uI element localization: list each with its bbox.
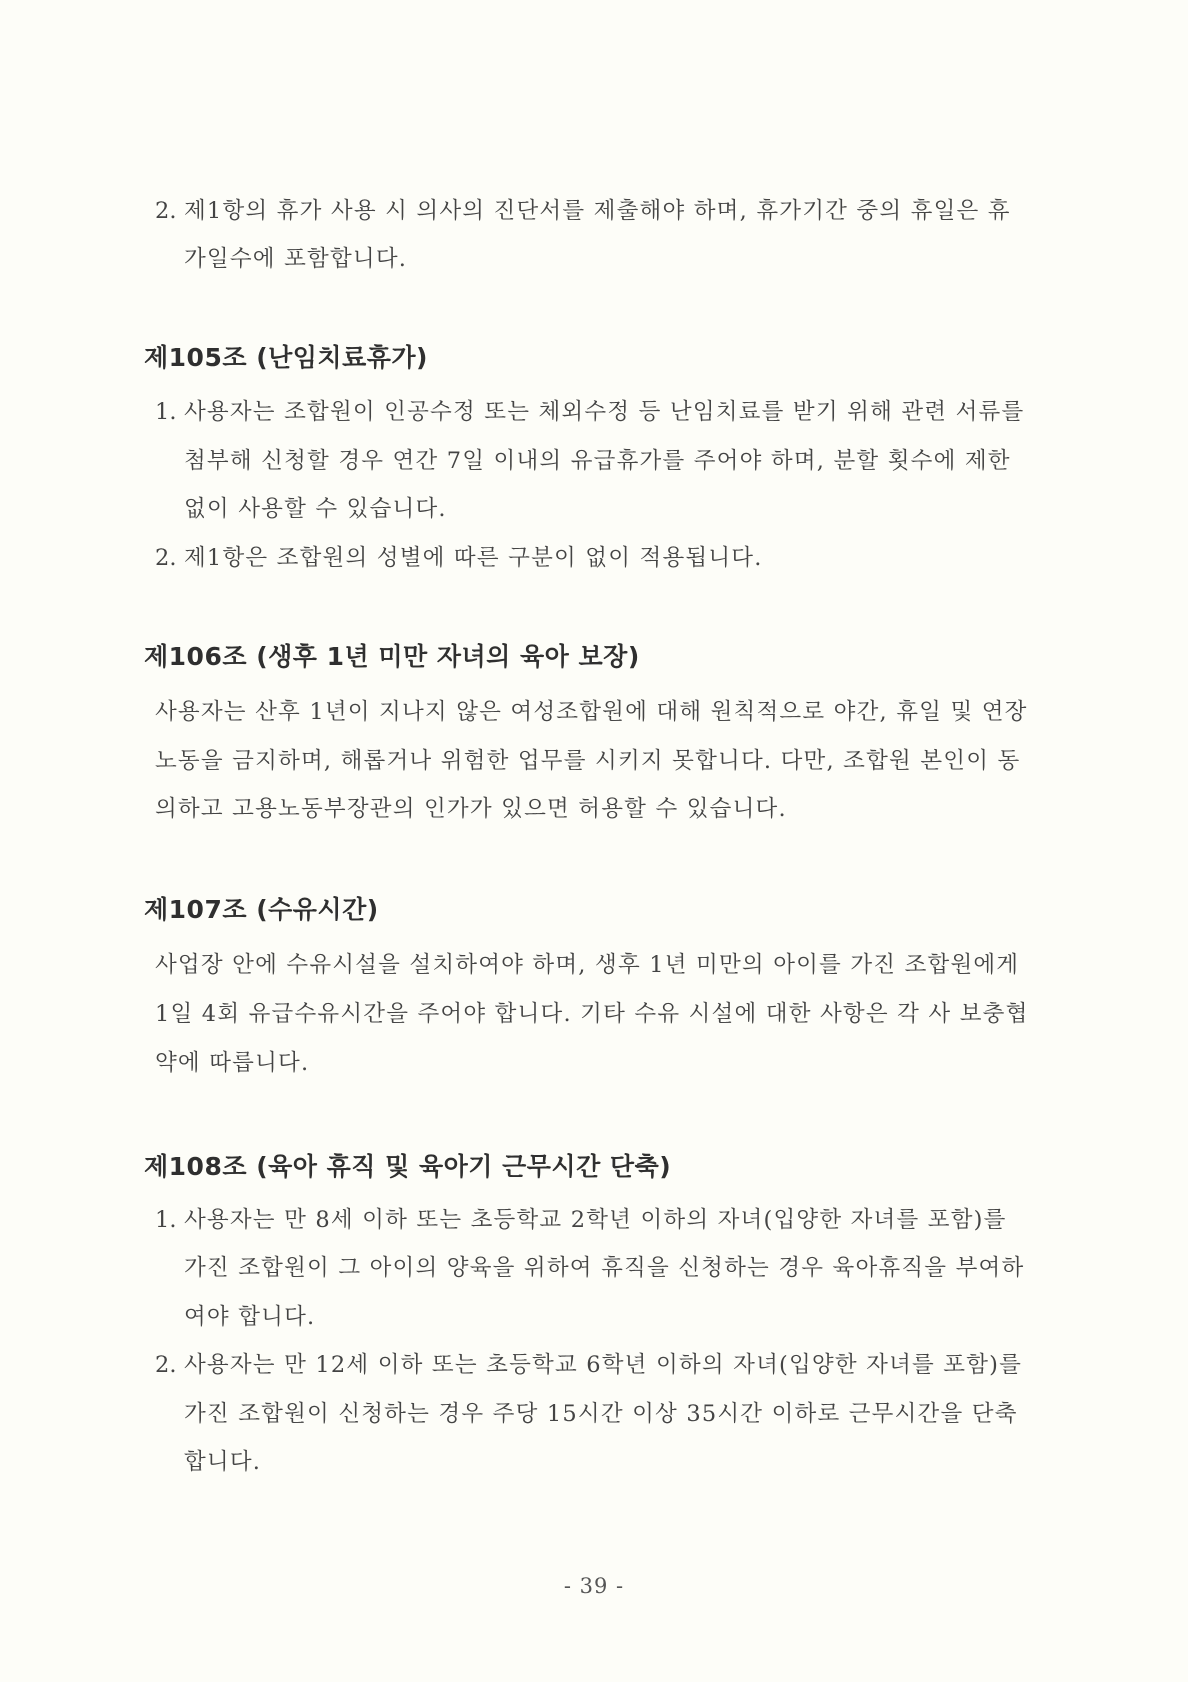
list-item-line: 첨부해 신청할 경우 연간 7일 이내의 유급휴가를 주어야 하며, 분할 횟수에 제한	[184, 448, 1011, 474]
list-item-line: 제1항의 휴가 사용 시 의사의 진단서를 제출해야 하며, 휴가기간 중의 휴일은 휴	[184, 198, 1011, 224]
list-number: 1.	[155, 399, 177, 425]
list-number: 2.	[155, 545, 177, 571]
list-item-line: 가진 조합원이 신청하는 경우 주당 15시간 이상 35시간 이하로 근무시간을 단축	[184, 1401, 1018, 1427]
list-item-line: 제1항은 조합원의 성별에 따른 구분이 없이 적용됩니다.	[184, 545, 763, 571]
paragraph-line: 1일 4회 유급수유시간을 주어야 합니다. 기타 수유 시설에 대한 사항은 각 사 보충협	[155, 1001, 1029, 1027]
article-106-heading: 제106조 (생후 1년 미만 자녀의 육아 보장)	[144, 642, 640, 671]
list-item-line: 가진 조합원이 그 아이의 양육을 위하여 휴직을 신청하는 경우 육아휴직을 부여하	[184, 1255, 1025, 1281]
paragraph-line: 약에 따릅니다.	[155, 1050, 310, 1076]
list-item-line: 사용자는 만 12세 이하 또는 초등학교 6학년 이하의 자녀(입양한 자녀를 포함)를	[184, 1352, 1023, 1378]
article-107-heading: 제107조 (수유시간)	[144, 895, 379, 924]
list-item-line: 여야 합니다.	[184, 1304, 316, 1330]
paragraph-line: 사용자는 산후 1년이 지나지 않은 여성조합원에 대해 원칙적으로 야간, 휴일 및 연장	[155, 699, 1028, 725]
paragraph-line: 노동을 금지하며, 해롭거나 위험한 업무를 시키지 못합니다. 다만, 조합원 본인이 동	[155, 748, 1021, 774]
list-item-line: 사용자는 조합원이 인공수정 또는 체외수정 등 난임치료를 받기 위해 관련 서류를	[184, 399, 1025, 425]
list-item-line: 없이 사용할 수 있습니다.	[184, 496, 447, 522]
list-item-line: 사용자는 만 8세 이하 또는 초등학교 2학년 이하의 자녀(입양한 자녀를 포함)를	[184, 1207, 1007, 1233]
list-item-line: 합니다.	[184, 1449, 262, 1475]
paragraph-line: 의하고 고용노동부장관의 인가가 있으면 허용할 수 있습니다.	[155, 796, 787, 822]
list-number: 2.	[155, 1352, 177, 1378]
page-number: - 39 -	[563, 1574, 625, 1598]
list-item-line: 가일수에 포함합니다.	[184, 246, 408, 272]
article-108-heading: 제108조 (육아 휴직 및 육아기 근무시간 단축)	[144, 1152, 672, 1181]
article-105-heading: 제105조 (난임치료휴가)	[144, 343, 428, 372]
paragraph-line: 사업장 안에 수유시설을 설치하여야 하며, 생후 1년 미만의 아이를 가진 조합원에게	[155, 952, 1020, 978]
list-number: 2.	[155, 198, 177, 224]
list-number: 1.	[155, 1207, 177, 1233]
